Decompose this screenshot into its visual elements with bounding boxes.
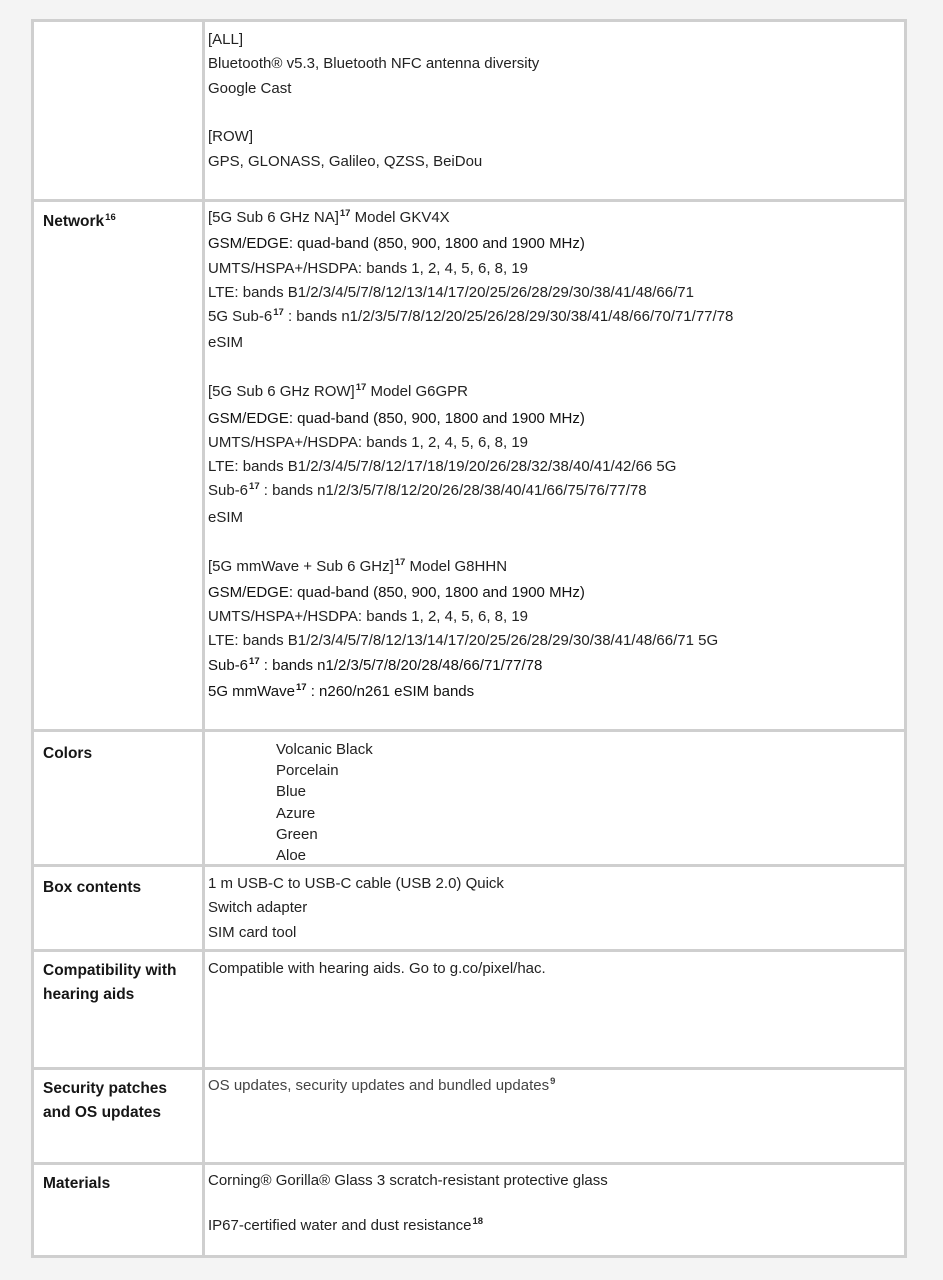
gnss-line: GPS, GLONASS, Galileo, QZSS, BeiDou xyxy=(208,152,483,170)
mmwave-sub6: Sub-$6^{17}$ : bands n1/2/3/5/7/8/20/28/48/66/71/77/78 xyxy=(208,655,543,674)
security-value: OS updates, security updates and bundled updates$^9$ xyxy=(208,1076,556,1094)
na-sub6: 5G Sub-$6^{17}$ : bands n1/2/3/5/7/8/12/20/25/26/28/29/30/38/41/48/66/70/71/77/78 xyxy=(208,307,734,326)
color-item: Azure xyxy=(276,804,316,822)
network-label-text: Network xyxy=(43,213,105,230)
color-item: Blue xyxy=(276,783,307,801)
na-lte: LTE: bands B1/2/3/4/5/7/8/12/13/14/17/20/25/26/28/29/30/38/41/48/66/71 xyxy=(208,283,694,301)
materials-ip67: IP67-certified water and dust resistance$^{18}$ xyxy=(208,1216,484,1235)
row-umts: UMTS/HSPA+/HSDPA: bands 1, 2, 4, 5, 6, 8, 19 xyxy=(208,433,529,451)
row-lte: LTE: bands B1/2/3/4/5/7/8/12/17/18/19/20/26/28/32/38/40/41/42/66 5G xyxy=(208,458,677,476)
column-divider xyxy=(202,202,205,729)
column-divider xyxy=(202,1070,205,1162)
box-item: Switch adapter xyxy=(208,899,308,917)
bluetooth-line: Bluetooth® v5.3, Bluetooth NFC antenna diversity xyxy=(208,55,540,73)
network-value xyxy=(208,206,898,706)
mmwave-lte: LTE: bands B1/2/3/4/5/7/8/12/13/14/17/20/25/26/28/29/30/38/41/48/66/71 5G xyxy=(208,632,719,650)
color-item: Volcanic Black xyxy=(276,741,373,758)
materials-value xyxy=(208,1169,898,1241)
color-item: Aloe xyxy=(276,847,307,865)
mmwave-title: [5G mmWave + Sub 6 GHz]$^{17}$ Model G8HHN xyxy=(208,556,508,575)
box-contents-label: Box contents xyxy=(43,879,142,896)
network-label xyxy=(43,210,193,236)
row-sub6: Sub-$6^{17}$ : bands n1/2/3/5/7/8/12/20/26/28/38/40/41/66/75/76/77/78 xyxy=(208,481,647,500)
row-security xyxy=(34,1067,904,1162)
column-divider xyxy=(202,22,205,199)
row-title: [5G Sub 6 GHz ROW]$^{17}$ Model G6GPR xyxy=(208,382,469,401)
network-label-sup: 16 xyxy=(105,212,116,223)
row-connectivity xyxy=(34,22,904,199)
column-divider xyxy=(202,952,205,1067)
connectivity-value xyxy=(208,28,898,174)
na-esim: eSIM xyxy=(208,334,244,352)
cast-line: Google Cast xyxy=(208,79,292,97)
box-contents-value xyxy=(208,872,898,945)
all-header: [ALL] xyxy=(208,31,244,48)
hearing-aids-value: Compatible with hearing aids. Go to g.co/pixel/hac. xyxy=(208,960,546,977)
row-colors xyxy=(34,729,904,864)
column-divider xyxy=(202,867,205,949)
column-divider xyxy=(202,1165,205,1255)
na-title: [5G Sub 6 GHz NA]$^{17}$ Model GKV4X xyxy=(208,208,450,226)
row-box-contents xyxy=(34,864,904,949)
row-network xyxy=(34,199,904,729)
na-gsm: GSM/EDGE: quad-band (850, 900, 1800 and 1900 MHz) xyxy=(208,235,585,253)
row-header: [ROW] xyxy=(208,128,253,146)
mmwave-umts: UMTS/HSPA+/HSDPA: bands 1, 2, 4, 5, 6, 8, 19 xyxy=(208,608,529,626)
materials-label: Materials xyxy=(43,1175,111,1192)
na-umts: UMTS/HSPA+/HSDPA: bands 1, 2, 4, 5, 6, 8, 19 xyxy=(208,259,529,277)
color-item: Porcelain xyxy=(276,762,339,780)
materials-glass: Corning® Gorilla® Glass 3 scratch-resistant protective glass xyxy=(208,1172,608,1189)
column-divider xyxy=(202,732,205,864)
mmwave-gsm: GSM/EDGE: quad-band (850, 900, 1800 and 1900 MHz) xyxy=(208,583,585,601)
security-label: Security patches and OS updates xyxy=(43,1080,168,1121)
box-item: 1 m USB-C to USB-C cable (USB 2.0) Quick xyxy=(208,875,504,892)
row-materials xyxy=(34,1162,904,1255)
colors-list xyxy=(276,739,943,866)
box-item: SIM card tool xyxy=(208,923,297,941)
color-item: Green xyxy=(276,825,318,843)
colors-label: Colors xyxy=(43,745,93,762)
hearing-aids-label: Compatibility with hearing aids xyxy=(43,962,177,1003)
row-esim: eSIM xyxy=(208,508,244,526)
mmwave-band: 5G mmWave$^{17}$ : n260/n261 eSIM bands xyxy=(208,682,475,701)
spec-table xyxy=(31,19,907,1258)
row-gsm: GSM/EDGE: quad-band (850, 900, 1800 and 1900 MHz) xyxy=(208,409,585,427)
row-hearing-aids xyxy=(34,949,904,1067)
